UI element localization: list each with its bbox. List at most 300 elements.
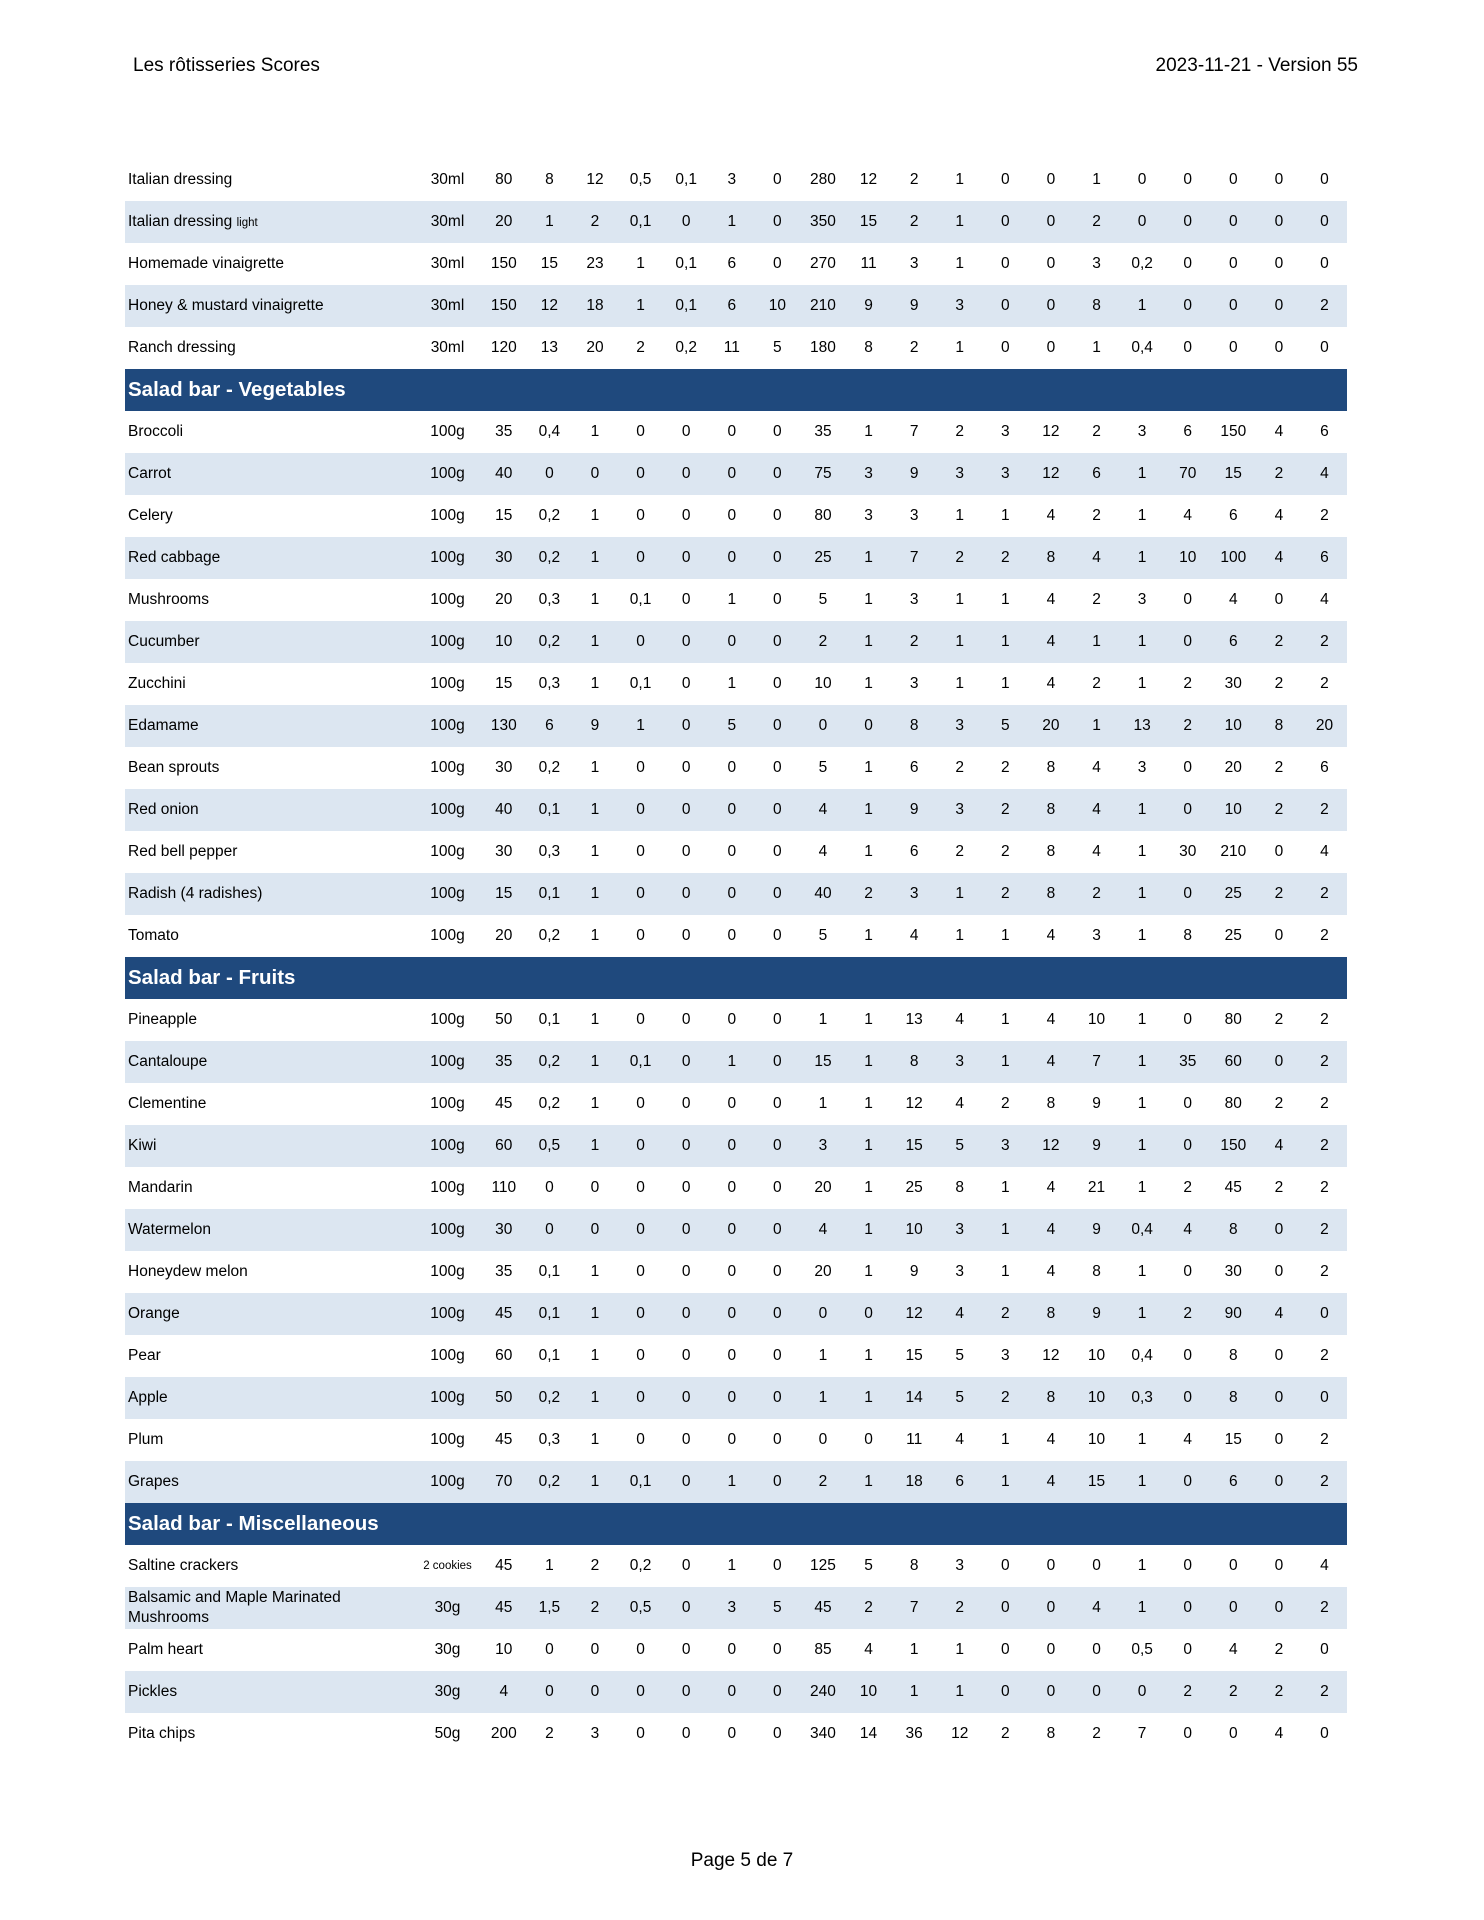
value-cell: 0 [681, 1725, 691, 1742]
portion-cell: 30ml [414, 201, 481, 243]
value-cell: 1 [1119, 1587, 1165, 1629]
value-cell: 10 [846, 1671, 892, 1713]
value-cell: 1 [846, 1209, 892, 1251]
value-cell: 0 [983, 1671, 1029, 1713]
item-name-cell [125, 705, 414, 747]
value-cell: 1 [590, 1095, 600, 1112]
value-cell: 2 [1165, 705, 1211, 747]
value-cell: 0 [727, 423, 737, 440]
value-cell: 0 [755, 1041, 801, 1083]
value-cell: 11 [723, 339, 740, 356]
value-cell: 25 [1224, 927, 1242, 944]
value-cell: 3 [909, 507, 919, 524]
value-cell: 150 [1220, 423, 1247, 440]
value-cell: 1 [590, 507, 600, 524]
value-cell: 9 [891, 453, 937, 495]
value-cell: 0,3 [538, 843, 561, 860]
value-cell: 0 [1046, 339, 1056, 356]
item-name-suffix: light [236, 216, 258, 229]
value-cell: 2 [1320, 927, 1329, 944]
value-cell: 8 [1028, 1377, 1074, 1419]
value-cell: 8 [545, 171, 554, 188]
value-cell: 2 [1256, 1671, 1302, 1713]
item-name-cell [125, 411, 414, 453]
value-cell: 0 [773, 1347, 782, 1364]
value-cell: 35 [495, 423, 513, 440]
portion-cell: 30ml [430, 339, 465, 356]
value-cell: 0 [681, 507, 691, 524]
value-cell: 11 [860, 255, 877, 272]
value-cell: 0,4 [1119, 1209, 1165, 1251]
value-cell: 0 [572, 1671, 618, 1713]
item-name: Radish (4 radishes) [128, 885, 263, 902]
item-name: Italian dressing [128, 212, 233, 230]
value-cell: 45 [481, 1293, 527, 1335]
value-cell: 0 [1046, 1641, 1056, 1658]
table-row [125, 1377, 1347, 1419]
item-name-cell [125, 579, 414, 621]
value-cell: 0 [663, 1041, 709, 1083]
value-cell: 0 [1211, 1587, 1257, 1629]
value-cell: 1 [1119, 453, 1165, 495]
value-cell: 0 [663, 873, 709, 915]
item-name: Italian dressing [128, 171, 233, 188]
value-cell: 30 [1224, 1263, 1242, 1280]
value-cell: 2 [1211, 1671, 1257, 1713]
item-name-cell [125, 327, 414, 369]
value-cell: 0 [681, 591, 691, 608]
item-name-cell [125, 495, 414, 537]
table-row [125, 453, 1347, 495]
item-name: Pear [128, 1347, 161, 1364]
value-cell: 45 [1224, 1179, 1242, 1196]
value-cell: 12 [1028, 453, 1074, 495]
item-name-cell [125, 1671, 414, 1713]
value-cell: 1 [636, 255, 645, 272]
value-cell: 0,1 [538, 1011, 561, 1028]
value-cell: 2 [1302, 285, 1348, 327]
value-cell: 0 [527, 1671, 573, 1713]
item-name-cell [125, 999, 414, 1041]
portion-cell: 30g [414, 1587, 481, 1629]
value-cell: 0 [773, 1095, 782, 1112]
value-cell: 0 [636, 1725, 645, 1742]
value-cell: 1 [864, 423, 873, 440]
value-cell: 2 [1302, 873, 1348, 915]
value-cell: 1 [1137, 927, 1147, 944]
value-cell: 13 [905, 1011, 923, 1028]
value-cell: 0 [1302, 201, 1348, 243]
value-cell: 1 [846, 621, 892, 663]
value-cell: 1 [527, 201, 573, 243]
value-cell: 1 [590, 1011, 600, 1028]
value-cell: 1 [955, 591, 965, 608]
value-cell: 0 [590, 1641, 600, 1658]
table-row [125, 1713, 1347, 1755]
value-cell: 4 [1274, 423, 1284, 440]
value-cell: 4 [1302, 453, 1348, 495]
value-cell: 0 [727, 843, 737, 860]
value-cell: 0 [681, 927, 691, 944]
value-cell: 2 [909, 171, 919, 188]
value-cell: 4 [1046, 675, 1056, 692]
value-cell: 1,5 [527, 1587, 573, 1629]
value-cell: 2 [1001, 843, 1010, 860]
value-cell: 2 [1320, 675, 1329, 692]
value-cell: 0 [1092, 1557, 1101, 1574]
value-cell: 0 [636, 1095, 645, 1112]
value-cell: 1 [864, 675, 873, 692]
value-cell: 8 [1046, 1095, 1056, 1112]
value-cell: 15 [891, 1125, 937, 1167]
value-cell: 280 [810, 171, 836, 188]
value-cell: 0 [1183, 1263, 1193, 1280]
value-cell: 14 [859, 1725, 878, 1742]
value-cell: 0,1 [675, 171, 697, 188]
value-cell: 0 [545, 1179, 554, 1196]
value-cell: 0 [1256, 1041, 1302, 1083]
item-name-cell [125, 1209, 414, 1251]
portion-cell: 100g [430, 1179, 465, 1196]
value-cell: 2 [846, 873, 892, 915]
portion-cell: 100g [430, 423, 465, 440]
value-cell: 0 [1274, 1557, 1284, 1574]
value-cell: 5 [955, 1347, 965, 1364]
value-cell: 9 [1074, 1209, 1120, 1251]
value-cell: 0 [1165, 285, 1211, 327]
value-cell: 8 [955, 1179, 965, 1196]
value-cell: 0 [727, 927, 737, 944]
value-cell: 6 [1320, 759, 1329, 776]
value-cell: 1 [572, 537, 618, 579]
value-cell: 20 [1028, 705, 1074, 747]
value-cell: 4 [955, 1095, 965, 1112]
value-cell: 0 [618, 453, 664, 495]
value-cell: 0 [1046, 255, 1056, 272]
value-cell: 0 [1119, 1671, 1165, 1713]
value-cell: 1 [955, 255, 965, 272]
item-name-cell [125, 1293, 414, 1335]
value-cell: 0 [773, 507, 782, 524]
value-cell: 1 [955, 927, 965, 944]
value-cell: 0 [681, 675, 691, 692]
value-cell: 2 [1302, 1671, 1348, 1713]
table-row [125, 1293, 1347, 1335]
value-cell: 3 [1001, 423, 1010, 440]
value-cell: 2 [1320, 1179, 1329, 1196]
value-cell: 0,5 [618, 1587, 664, 1629]
value-cell: 1 [1137, 1557, 1147, 1574]
item-name-cell [125, 537, 414, 579]
value-cell: 0 [773, 1011, 782, 1028]
value-cell: 2 [1320, 1347, 1329, 1364]
value-cell: 120 [490, 339, 517, 356]
value-cell: 8 [1228, 1347, 1238, 1364]
value-cell: 8 [1028, 537, 1074, 579]
portion-cell: 30ml [430, 171, 465, 188]
value-cell: 1 [1137, 1011, 1147, 1028]
value-cell: 0 [1119, 201, 1165, 243]
value-cell: 3 [983, 453, 1029, 495]
value-cell: 0 [800, 1293, 846, 1335]
value-cell: 8 [1074, 285, 1120, 327]
value-cell: 0 [1320, 339, 1329, 356]
value-cell: 0 [1165, 201, 1211, 243]
value-cell: 180 [810, 339, 836, 356]
value-cell: 0,1 [527, 789, 573, 831]
value-cell: 1 [983, 1461, 1029, 1503]
value-cell: 0 [1228, 339, 1238, 356]
value-cell: 8 [1028, 789, 1074, 831]
value-cell: 2 [1302, 1041, 1348, 1083]
value-cell: 2 [846, 1587, 892, 1629]
value-cell: 1 [1119, 1125, 1165, 1167]
value-cell: 0 [1274, 591, 1284, 608]
value-cell: 3 [937, 1209, 983, 1251]
value-cell: 2 [1274, 1095, 1284, 1112]
value-cell: 9 [891, 789, 937, 831]
item-name: Pita chips [128, 1725, 196, 1742]
item-name-cell [125, 1167, 414, 1209]
value-cell: 350 [800, 201, 846, 243]
value-cell: 0 [773, 1431, 782, 1448]
table-row [125, 1209, 1347, 1251]
value-cell: 0 [545, 1641, 554, 1658]
value-cell: 0,2 [538, 927, 561, 944]
value-cell: 0 [636, 759, 645, 776]
value-cell: 1 [1001, 675, 1010, 692]
value-cell: 0 [663, 789, 709, 831]
value-cell: 0 [709, 1671, 755, 1713]
value-cell: 0 [1274, 1347, 1284, 1364]
value-cell: 3 [891, 873, 937, 915]
value-cell: 15 [1224, 1431, 1242, 1448]
value-cell: 3 [937, 453, 983, 495]
table-row [125, 495, 1347, 537]
value-cell: 0 [709, 1293, 755, 1335]
value-cell: 3 [937, 285, 983, 327]
value-cell: 0 [1274, 171, 1284, 188]
item-name: Kiwi [128, 1137, 157, 1154]
value-cell: 2 [1183, 1179, 1193, 1196]
value-cell: 0 [1165, 1461, 1211, 1503]
value-cell: 5 [818, 927, 828, 944]
value-cell: 3 [1137, 759, 1147, 776]
value-cell: 1 [864, 1263, 873, 1280]
value-cell: 1 [572, 1377, 618, 1419]
value-cell: 2 [937, 537, 983, 579]
value-cell: 2 [1092, 423, 1101, 440]
value-cell: 0 [846, 1293, 892, 1335]
value-cell: 1 [1001, 1263, 1010, 1280]
value-cell: 0 [681, 1095, 691, 1112]
value-cell: 1 [1001, 507, 1010, 524]
portion-cell: 2 cookies [423, 1560, 472, 1572]
value-cell: 1 [955, 507, 965, 524]
value-cell: 0,1 [675, 255, 697, 272]
portion-cell: 30ml [430, 255, 465, 272]
item-name: Bean sprouts [128, 759, 220, 776]
value-cell: 2 [800, 621, 846, 663]
value-cell: 45 [481, 1587, 527, 1629]
value-cell: 1 [572, 1293, 618, 1335]
item-name-cell [125, 1335, 414, 1377]
value-cell: 12 [586, 171, 604, 188]
value-cell: 0 [1256, 201, 1302, 243]
table-row [125, 915, 1347, 957]
value-cell: 2 [572, 201, 618, 243]
value-cell: 8 [1211, 1209, 1257, 1251]
value-cell: 2 [955, 843, 965, 860]
item-name: Honeydew melon [128, 1263, 248, 1280]
value-cell: 0 [755, 1461, 801, 1503]
value-cell: 60 [481, 1125, 527, 1167]
value-cell: 4 [1256, 537, 1302, 579]
document-title: Les rôtisseries Scores [133, 55, 320, 76]
value-cell: 0,3 [538, 1431, 561, 1448]
value-cell: 0 [618, 537, 664, 579]
value-cell: 0 [618, 1293, 664, 1335]
value-cell: 0 [618, 873, 664, 915]
portion-cell: 100g [414, 873, 481, 915]
item-name: Broccoli [128, 423, 184, 440]
value-cell: 1 [1119, 621, 1165, 663]
value-cell: 5 [937, 1377, 983, 1419]
value-cell: 200 [490, 1725, 517, 1742]
value-cell: 0 [727, 1263, 737, 1280]
value-cell: 0 [636, 423, 645, 440]
value-cell: 0,1 [618, 201, 664, 243]
value-cell: 0 [636, 927, 645, 944]
value-cell: 2 [983, 1293, 1029, 1335]
item-name: Cantaloupe [128, 1053, 208, 1070]
portion-cell: 100g [430, 759, 465, 776]
value-cell: 4 [1028, 621, 1074, 663]
value-cell: 0 [1183, 759, 1193, 776]
value-cell: 25 [1211, 873, 1257, 915]
value-cell: 45 [495, 1431, 513, 1448]
value-cell: 5 [937, 1125, 983, 1167]
table-row [125, 1083, 1347, 1125]
value-cell: 0 [1211, 285, 1257, 327]
section-title: Salad bar - Miscellaneous [125, 1503, 1347, 1545]
value-cell: 0 [1001, 171, 1010, 188]
value-cell: 50 [495, 1011, 513, 1028]
value-cell: 2 [1302, 621, 1348, 663]
value-cell: 0 [1183, 1095, 1193, 1112]
value-cell: 0 [1165, 1587, 1211, 1629]
value-cell: 1 [1001, 1431, 1010, 1448]
value-cell: 1 [590, 759, 600, 776]
value-cell: 45 [495, 1095, 513, 1112]
value-cell: 0 [1228, 255, 1238, 272]
value-cell: 50 [481, 1377, 527, 1419]
table-row [125, 831, 1347, 873]
value-cell: 7 [891, 537, 937, 579]
value-cell: 0 [1228, 1557, 1238, 1574]
portion-cell: 100g [430, 1347, 465, 1364]
value-cell: 1 [864, 591, 873, 608]
value-cell: 35 [495, 1263, 513, 1280]
value-cell: 80 [1224, 1011, 1242, 1028]
item-name-cell [125, 789, 414, 831]
value-cell: 0,2 [527, 621, 573, 663]
value-cell: 0 [681, 1263, 691, 1280]
value-cell: 1 [545, 1557, 554, 1574]
value-cell: 10 [1087, 1011, 1106, 1028]
value-cell: 30 [1224, 675, 1242, 692]
value-cell: 1 [1092, 171, 1101, 188]
value-cell: 2 [590, 1557, 600, 1574]
value-cell: 0 [1274, 339, 1284, 356]
value-cell: 0 [727, 1725, 737, 1742]
value-cell: 10 [891, 1209, 937, 1251]
section-title: Salad bar - Vegetables [125, 369, 1347, 411]
value-cell: 1 [572, 873, 618, 915]
value-cell: 1 [1092, 339, 1101, 356]
value-cell: 8 [864, 339, 873, 356]
table-row [125, 537, 1347, 579]
value-cell: 0 [727, 1431, 737, 1448]
value-cell: 0 [773, 1179, 782, 1196]
value-cell: 2 [1256, 873, 1302, 915]
item-name-cell [125, 453, 414, 495]
value-cell: 40 [800, 873, 846, 915]
value-cell: 0 [1228, 171, 1238, 188]
value-cell: 1 [983, 1209, 1029, 1251]
value-cell: 1 [727, 675, 737, 692]
value-cell: 0,2 [527, 537, 573, 579]
value-cell: 0,5 [527, 1125, 573, 1167]
value-cell: 2 [1302, 1461, 1348, 1503]
value-cell: 0,4 [1131, 339, 1153, 356]
value-cell: 125 [810, 1557, 836, 1574]
value-cell: 0 [983, 1587, 1029, 1629]
value-cell: 0 [709, 873, 755, 915]
value-cell: 1 [1119, 789, 1165, 831]
portion-cell: 100g [414, 1377, 481, 1419]
value-cell: 3 [909, 255, 919, 272]
value-cell: 0 [663, 1587, 709, 1629]
table-row [125, 1041, 1347, 1083]
value-cell: 3 [937, 705, 983, 747]
value-cell: 4 [1092, 843, 1101, 860]
value-cell: 1 [572, 1461, 618, 1503]
value-cell: 14 [891, 1377, 937, 1419]
value-cell: 6 [1211, 621, 1257, 663]
value-cell: 1 [909, 1641, 919, 1658]
value-cell: 4 [1028, 1209, 1074, 1251]
value-cell: 4 [937, 1293, 983, 1335]
portion-cell: 30g [414, 1671, 481, 1713]
value-cell: 1 [1119, 1041, 1165, 1083]
value-cell: 4 [1074, 537, 1120, 579]
value-cell: 0 [727, 1179, 737, 1196]
value-cell: 1 [1137, 1095, 1147, 1112]
value-cell: 30 [481, 1209, 527, 1251]
item-name: Mushrooms [128, 591, 209, 608]
value-cell: 3 [937, 789, 983, 831]
portion-cell: 100g [414, 453, 481, 495]
item-name: Tomato [128, 927, 179, 944]
table-row [125, 789, 1347, 831]
value-cell: 1 [937, 1671, 983, 1713]
portion-cell: 50g [434, 1725, 461, 1742]
section-header [125, 1503, 1347, 1545]
value-cell: 3 [590, 1725, 600, 1742]
value-cell: 2 [1092, 507, 1101, 524]
value-cell: 4 [1092, 759, 1101, 776]
